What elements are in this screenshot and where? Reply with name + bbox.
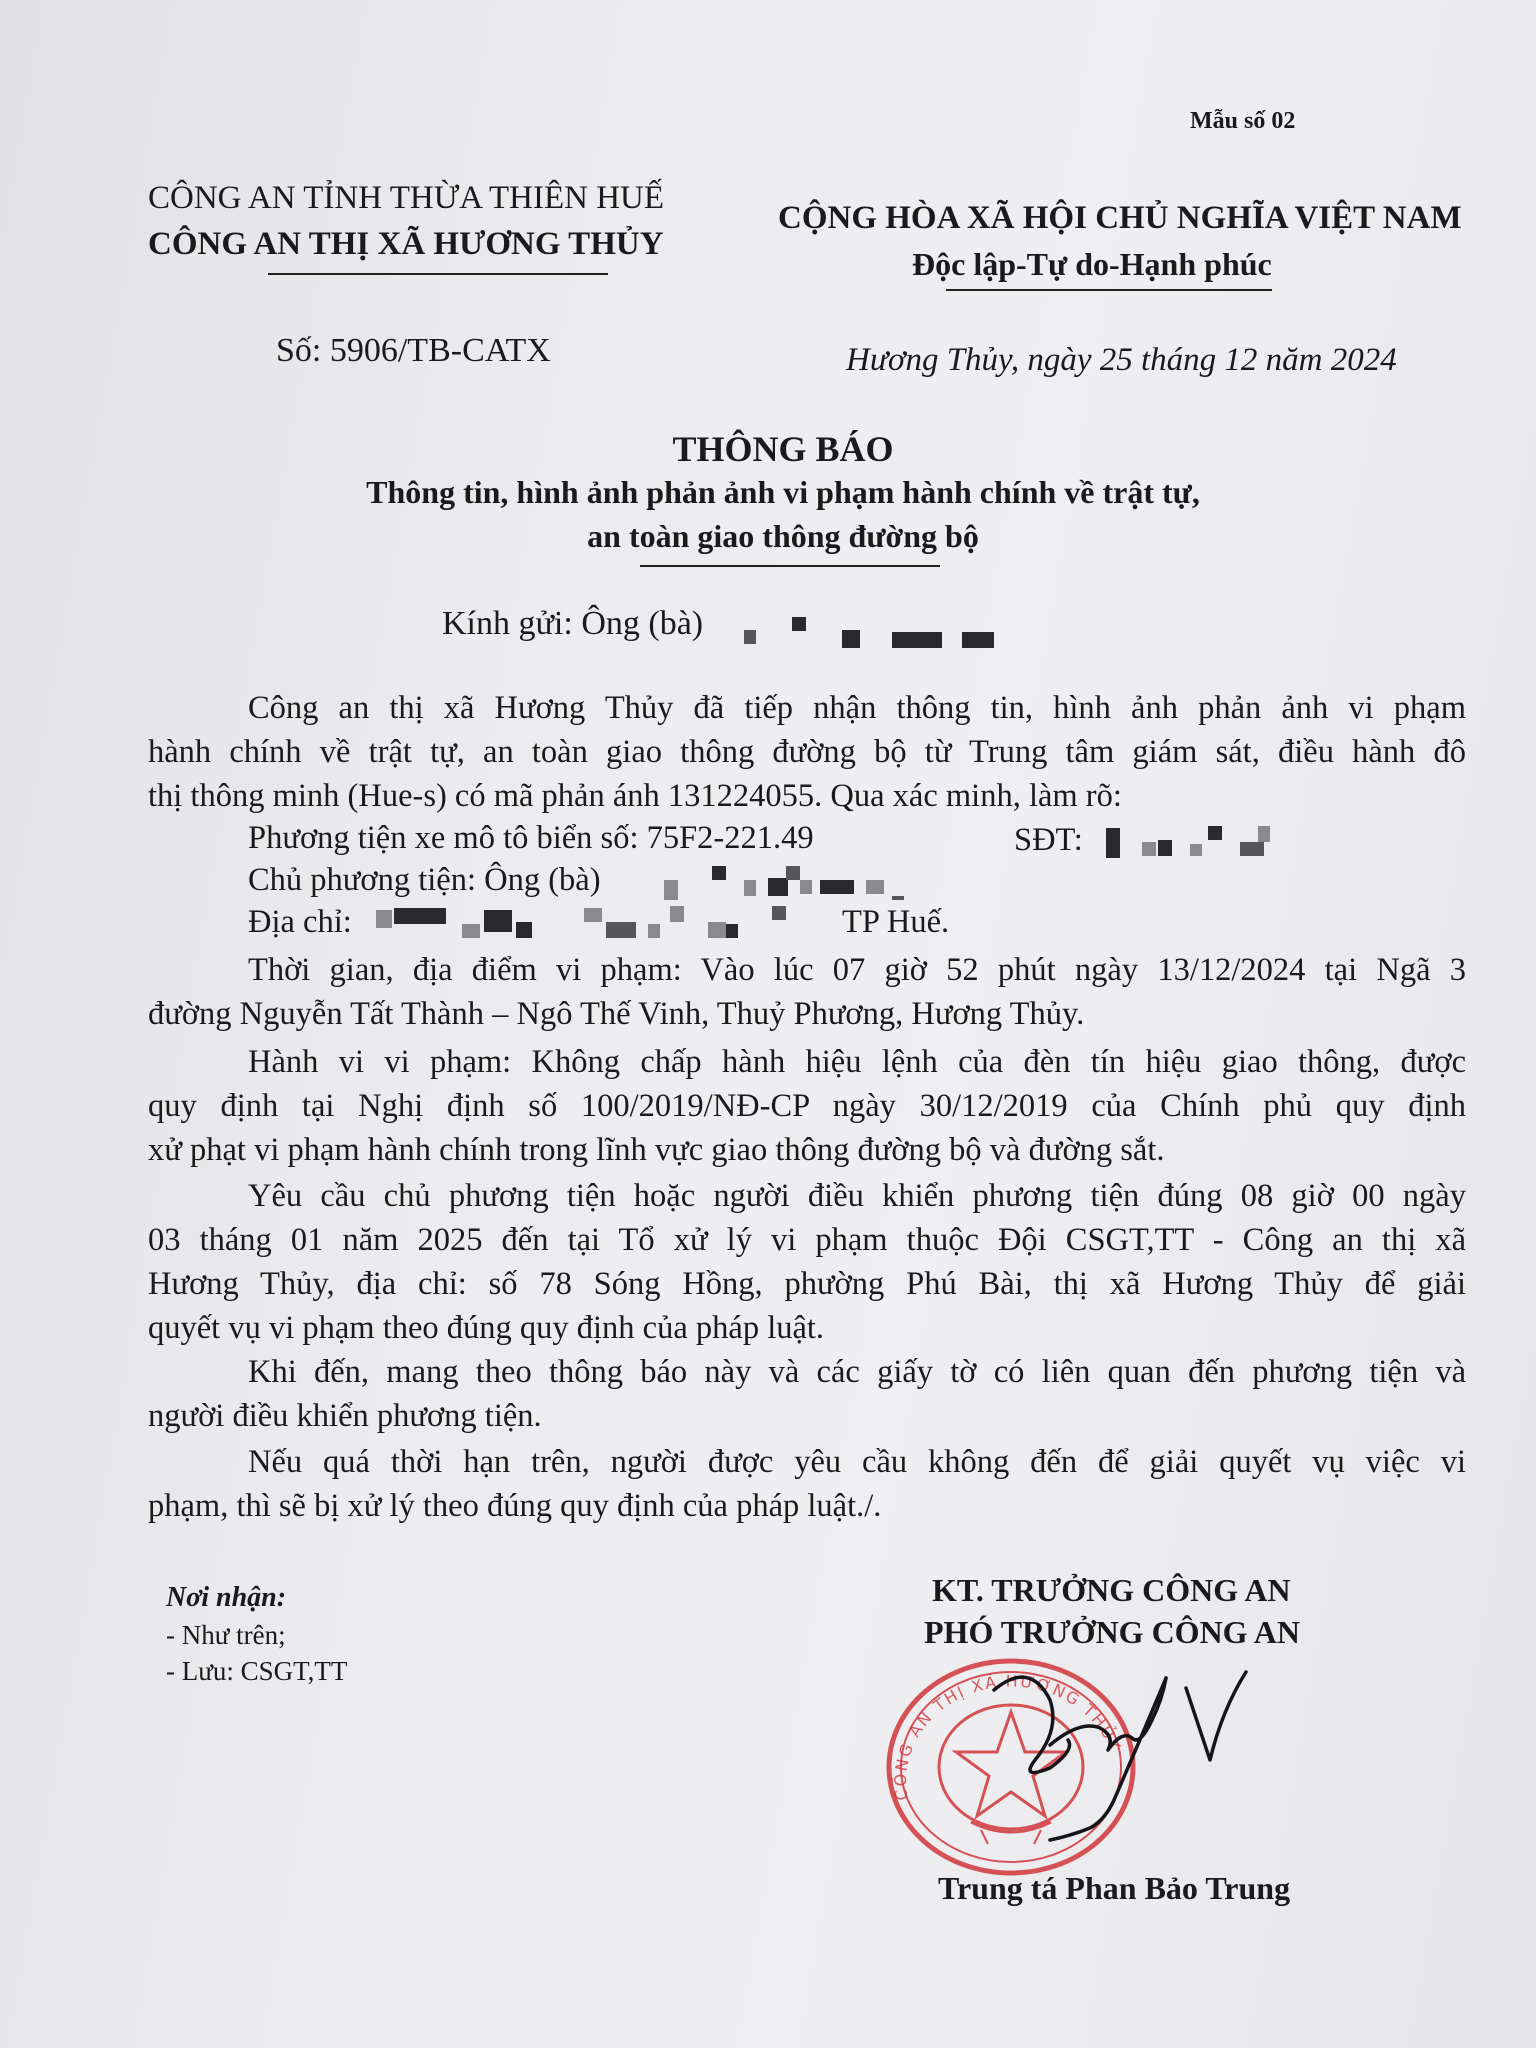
address-city: TP Huế. [842,904,950,940]
signature-title-2: PHÓ TRƯỞNG CÔNG AN [924,1614,1301,1650]
place-date: Hương Thủy, ngày 25 tháng 12 năm 2024 [846,342,1397,378]
recipient-label: Kính gửi: Ông (bà) [442,605,704,642]
intro-line-1: Công an thị xã Hương Thủy đã tiếp nhận thông tin, hình ảnh phản ảnh vi phạm [248,690,1466,726]
signature-title-1: KT. TRƯỞNG CÔNG AN [932,1572,1291,1608]
subtitle-line-1: Thông tin, hình ảnh phản ảnh vi phạm hành chính về trật tự, [366,474,1200,510]
warning-line-1: Nếu quá thời hạn trên, người được yêu cầu không đến để giải quyết vụ việc vi [248,1444,1466,1480]
subtitle-line-2: an toàn giao thông đường bộ [587,518,979,554]
agency-unit-name: CÔNG AN THỊ XÃ HƯƠNG THỦY [148,226,664,262]
subtitle-underline [640,565,940,567]
violation-line-1: Hành vi vi phạm: Không chấp hành hiệu lệnh của đèn tín hiệu giao thông, được [248,1044,1466,1080]
phone-label: SĐT: [1014,822,1083,858]
bring-line-1: Khi đến, mang theo thông báo này và các giấy tờ có liên quan đến phương tiện và [248,1354,1466,1390]
violation-line-2: quy định tại Nghị định số 100/2019/NĐ-CP ngày 30/12/2019 của Chính phủ quy định [148,1088,1466,1124]
request-line-3: Hương Thủy, địa chỉ: số 78 Sóng Hồng, phường Phú Bài, thị xã Hương Thủy để giải [148,1266,1466,1302]
address-label: Địa chỉ: [248,904,352,940]
recipient-item-1: - Như trên; [166,1620,286,1650]
handwritten-signature [990,1650,1260,1850]
bring-line-2: người điều khiển phương tiện. [148,1398,542,1434]
violation-line-3: xử phạt vi phạm hành chính trong lĩnh vực giao thông đường bộ và đường sắt. [148,1132,1165,1168]
time-place-line-2: đường Nguyễn Tất Thành – Ngô Thế Vinh, Thuỷ Phương, Hương Thủy. [148,996,1085,1032]
national-motto: Độc lập-Tự do-Hạnh phúc [912,246,1272,282]
svg-text:CÔNG AN THỊ XÃ HƯƠNG THỦY: CÔNG AN THỊ XÃ HƯƠNG THỦY [890,1671,1126,1802]
form-number: Mẫu số 02 [1190,108,1296,134]
motto-underline [946,289,1272,291]
intro-line-2: hành chính về trật tự, an toàn giao thông đường bộ từ Trung tâm giám sát, điều hành đô [148,734,1466,770]
request-line-1: Yêu cầu chủ phương tiện hoặc người điều khiển phương tiện đúng 08 giờ 00 ngày [248,1178,1466,1214]
agency-underline [268,273,608,275]
recipients-title: Nơi nhận: [166,1582,287,1613]
document-title: THÔNG BÁO [672,429,894,469]
request-line-4: quyết vụ vi phạm theo đúng quy định của pháp luật. [148,1310,825,1346]
vehicle-plate: Phương tiện xe mô tô biển số: 75F2-221.49 [248,820,814,856]
request-line-2: 03 tháng 01 năm 2025 đến tại Tổ xử lý vi phạm thuộc Đội CSGT,TT - Công an thị xã [148,1222,1466,1258]
signer-name: Trung tá Phan Bảo Trung [938,1870,1291,1906]
recipient-item-2: - Lưu: CSGT,TT [166,1656,348,1686]
warning-line-2: phạm, thì sẽ bị xử lý theo đúng quy định của pháp luật./. [148,1488,882,1524]
time-place-line-1: Thời gian, địa điểm vi phạm: Vào lúc 07 giờ 52 phút ngày 13/12/2024 tại Ngã 3 [248,952,1466,988]
owner-label: Chủ phương tiện: Ông (bà) [248,862,601,898]
document-subtitle [0,470,1536,558]
document-number: Số: 5906/TB-CATX [276,332,551,369]
national-title: CỘNG HÒA XÃ HỘI CHỦ NGHĨA VIỆT NAM [778,200,1462,236]
agency-parent-name: CÔNG AN TỈNH THỪA THIÊN HUẾ [148,180,665,216]
intro-line-3: thị thông minh (Hue-s) có mã phản ánh 131224055. Qua xác minh, làm rõ: [148,778,1122,814]
